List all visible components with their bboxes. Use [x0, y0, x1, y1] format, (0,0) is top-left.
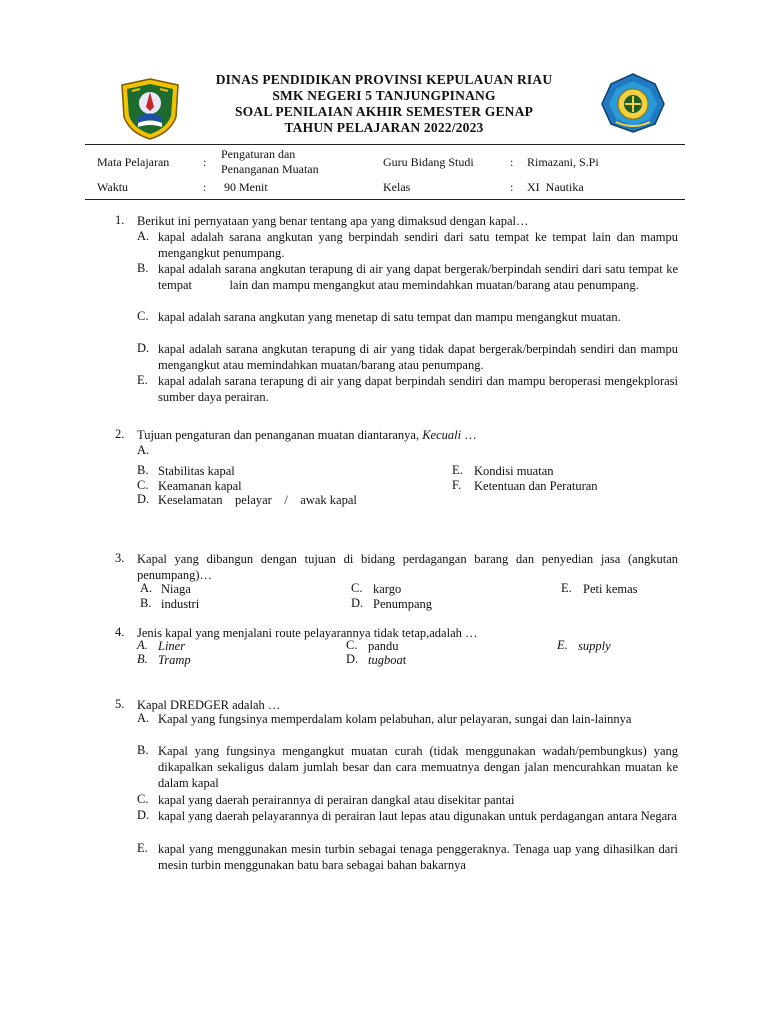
option-letter: D. [137, 808, 150, 822]
option-letter: E. [557, 638, 568, 652]
teacher-label: Guru Bidang Studi [383, 155, 474, 169]
question-text: Jenis kapal yang menjalani route pelayarannya tidak tetap,adalah … [137, 626, 478, 640]
time-label: Waktu [97, 180, 129, 194]
option-letter: B. [137, 743, 149, 757]
time-colon: : [203, 180, 207, 194]
teacher-colon: : [510, 155, 514, 169]
option-text: Kapal yang fungsinya memperdalam kolam pelabuhan, alur pelayaran, sungai dan lain-lainnya [158, 712, 632, 726]
class-value: XI Nautika [527, 180, 584, 194]
option-letter: D. [137, 341, 150, 355]
option-text: Tramp [158, 653, 191, 667]
option-text-italic: tugboa [368, 653, 403, 667]
option-text: Peti kemas [583, 582, 638, 596]
info-top-rule [85, 144, 685, 145]
class-label: Kelas [383, 180, 411, 194]
option-text: industri [161, 597, 200, 611]
option-text: kapal yang daerah pelayarannya di perairan laut lepas atau digunakan untuk perdagangan antara Negara [158, 809, 677, 823]
option-text: kapal adalah sarana terapung di air yang dapat berpindah sendiri dan mampu beroperasi mengekplorasi sumber daya perairan. [158, 374, 678, 404]
option-text: Stabilitas kapal [158, 464, 235, 478]
option-letter: C. [346, 638, 358, 652]
question-text-tail: … [461, 428, 477, 442]
option-text [368, 652, 406, 668]
question-text-emphasis: Kecuali [422, 428, 462, 442]
subject-value-line-2: Penanganan Muatan [221, 162, 319, 176]
option-letter: A. [137, 638, 148, 652]
option-letter: C. [137, 478, 149, 492]
time-value: 90 Menit [224, 180, 268, 194]
header-line-1: DINAS PENDIDIKAN PROVINSI KEPULAUAN RIAU [215, 72, 553, 87]
option-letter: A. [137, 443, 150, 457]
option-letter: C. [137, 309, 149, 323]
option-text: Liner [158, 639, 186, 653]
option-text: Keselamatan pelayar / awak kapal [158, 493, 357, 507]
question-text: Berikut ini pernyataan yang benar tentang apa yang dimaksud dengan kapal… [137, 214, 529, 228]
question-text [137, 427, 677, 443]
option-letter: A. [140, 581, 153, 595]
option-letter: B. [140, 596, 152, 610]
option-letter: B. [137, 652, 148, 666]
option-letter: D. [351, 596, 364, 610]
question-text: Kapal yang dibangun dengan tujuan di bidang perdagangan barang dan penyedian jasa (angkutan penumpang)… [137, 552, 678, 582]
header-line-4: TAHUN PELAJARAN 2022/2023 [284, 120, 484, 135]
header-line-3: SOAL PENILAIAN AKHIR SEMESTER GENAP [234, 104, 534, 119]
option-text: Ketentuan dan Peraturan [474, 479, 598, 493]
option-letter: A. [137, 711, 150, 725]
option-text: kapal yang menggunakan mesin turbin sebagai tenaga penggeraknya. Tenaga uap yang dihasilkan dari mesin turbin menggunakan batu bara sebagai bahan bakarnya [158, 842, 678, 872]
option-text: kapal adalah sarana angkutan terapung di air yang dapat bergerak/berpindah sendiri dari satu tempat ke tempat lain dan mampu mengangkut atau memindahkan muatan/barang atau penumpang. [158, 262, 682, 292]
option-text: pandu [368, 639, 399, 653]
option-text: kapal adalah sarana angkutan yang menetap di satu tempat dan mampu mengangkut muatan. [158, 310, 621, 324]
option-text: Penumpang [373, 597, 433, 611]
question-number: 3. [115, 551, 125, 565]
option-letter: D. [137, 492, 150, 506]
question-number: 5. [115, 697, 125, 711]
option-text: Kondisi muatan [474, 464, 554, 478]
option-letter: B. [137, 261, 149, 275]
question-number: 4. [115, 625, 125, 639]
option-letter: E. [561, 581, 572, 595]
question-number: 2. [115, 427, 125, 441]
option-letter: C. [137, 792, 149, 806]
question-number: 1. [115, 213, 125, 227]
option-text: Kapal yang fungsinya mengangkut muatan curah (tidak menggunakan wadah/pembungkus) yang dikapalkan sekaligus dalam jumlah besar dan cara memuatnya dengan jalan mencurahkan muatan ke dalam kapal [158, 744, 678, 790]
option-text-tail: t [402, 653, 407, 667]
question-text-main: Tujuan pengaturan dan penanganan muatan diantaranya, [137, 428, 420, 442]
question-text: Kapal DREDGER adalah … [137, 698, 281, 712]
teacher-value: Rimazani, S.Pi [527, 155, 599, 169]
option-letter: D. [346, 652, 359, 666]
option-text: kargo [373, 582, 402, 596]
header-line-2: SMK NEGERI 5 TANJUNGPINANG [272, 88, 496, 103]
class-colon: : [510, 180, 514, 194]
option-text: kapal yang daerah perairannya di perairan dangkal atau disekitar pantai [158, 793, 515, 807]
option-letter: C. [351, 581, 363, 595]
option-letter: A. [137, 229, 150, 243]
option-letter: B. [137, 463, 149, 477]
option-letter: E. [452, 463, 463, 477]
option-text: Niaga [161, 582, 191, 596]
option-letter: E. [137, 841, 148, 855]
option-letter: E. [137, 373, 148, 387]
subject-label: Mata Pelajaran [97, 155, 170, 169]
option-text: Keamanan kapal [158, 479, 242, 493]
option-text: supply [578, 639, 611, 653]
option-letter: F. [452, 478, 462, 492]
subject-value-line-1: Pengaturan dan [221, 147, 296, 161]
subject-colon: : [203, 155, 207, 169]
option-text: kapal adalah sarana angkutan terapung di air yang tidak dapat bergerak/berpindah sendiri dan mampu mengangkut atau memindahkan muatan/barang atau penumpang. [158, 342, 678, 372]
option-text: kapal adalah sarana angkutan yang berpindah sendiri dari satu tempat ke tempat lain dan mampu mengangkut penumpang. [158, 230, 678, 260]
info-bottom-rule [85, 199, 685, 200]
